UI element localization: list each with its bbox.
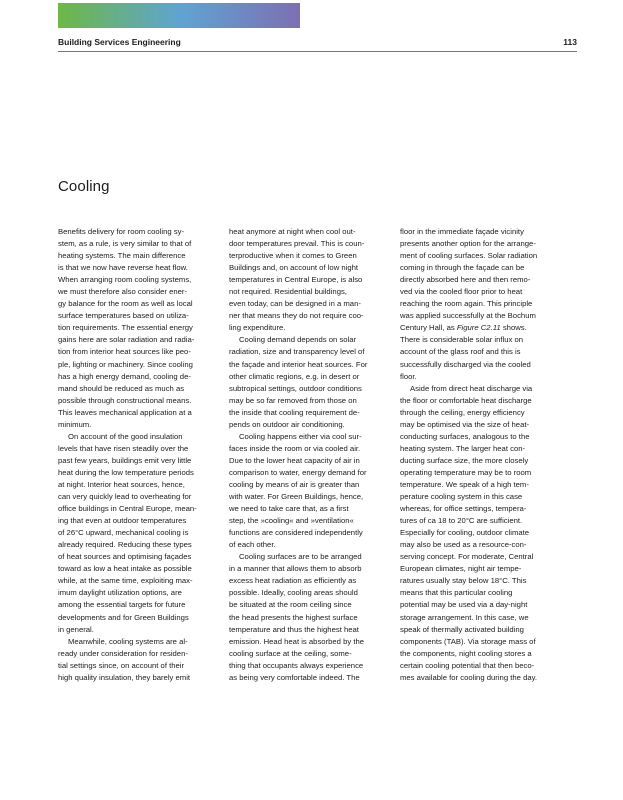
text-line: in general. xyxy=(58,624,94,634)
text-line: ready under consideration for residen- xyxy=(58,648,188,658)
text-line: account of the glass roof and this is xyxy=(400,347,521,357)
text-line: ple, lighting or machinery. Since cooling xyxy=(58,359,193,369)
text-line: tion requirements. The essential energy xyxy=(58,323,193,333)
text-line: Meanwhile, cooling systems are al- xyxy=(68,636,188,646)
text-line: storage arrangement. In this case, we xyxy=(400,612,529,622)
text-line: developments and for Green Buildings xyxy=(58,612,189,622)
text-line: faces inside the room or via cooled air. xyxy=(229,443,361,453)
text-line: even today, can be designed in a man- xyxy=(229,299,361,309)
text-line: ner that means they do not require coo- xyxy=(229,311,364,321)
text-line: surface temperatures based on utiliza- xyxy=(58,311,189,321)
text-line: pends on outdoor air conditioning. xyxy=(229,419,345,429)
text-line: gy balance for the room as well as local xyxy=(58,299,193,309)
text-line: possible through constructional means. xyxy=(58,395,192,405)
text-line: possible. Ideally, cooling areas should xyxy=(229,588,358,598)
text-line: the components, night cooling stores a xyxy=(400,648,532,658)
text-line: temperatures in Central Europe, is also xyxy=(229,275,363,285)
text-line: toward as low a heat intake as possible xyxy=(58,564,192,574)
chapter-title: Cooling xyxy=(58,178,110,195)
text-line: among the essential targets for future xyxy=(58,600,186,610)
text-line: ing that even at outdoor temperatures xyxy=(58,516,187,526)
text-line: may also be used as a resource-con- xyxy=(400,540,527,550)
text-line: successfully discharged via the cooled xyxy=(400,359,531,369)
text-line: European climates, night air tempe- xyxy=(400,564,522,574)
text-line: heating systems. The main difference xyxy=(58,251,186,261)
text-segment: shows. xyxy=(500,323,527,333)
text-line: ment of cooling surfaces. Solar radiation xyxy=(400,251,538,261)
text-line: speak of thermally activated building xyxy=(400,624,524,634)
text-line: Cooling surfaces are to be arranged xyxy=(239,552,362,562)
text-line: Benefits delivery for room cooling sy- xyxy=(58,227,185,236)
text-line: we need to take care that, as a first xyxy=(229,504,349,514)
text-line: subtropical settings, outdoor conditions xyxy=(229,383,362,393)
text-line: thing that occupants always experience xyxy=(229,660,364,670)
text-line: Buildings and, on account of low night xyxy=(229,263,359,273)
text-line: step, the »cooling« and »ventilation« xyxy=(229,516,354,526)
text-line: mes available for cooling during the day. xyxy=(400,672,538,682)
text-line: directly absorbed here and then remo- xyxy=(400,275,531,285)
text-line: cooling surface at the ceiling, some- xyxy=(229,648,352,658)
text-line: ducting surface size, the more closely xyxy=(400,455,529,465)
text-line: Cooling demand depends on solar xyxy=(239,335,357,345)
text-line: through the ceiling, energy efficiency xyxy=(400,407,525,417)
text-line: can very quickly lead to overheating for xyxy=(58,492,192,502)
text-line: at night. Interior heat sources, hence, xyxy=(58,479,185,489)
text-line: gains here are solar radiation and radia- xyxy=(58,335,195,345)
text-line: as being very comfortable indeed. The xyxy=(229,672,360,682)
text-line: components (TAB). Via storage mass of xyxy=(400,636,536,646)
text-line: of heat sources and optimising façades xyxy=(58,552,192,562)
text-line: temperature. We speak of a high tem- xyxy=(400,479,529,489)
text-line: There is considerable solar influx on xyxy=(400,335,524,345)
text-line: past few years, buildings emit very little xyxy=(58,455,192,465)
text-line: operating temperature may be to room xyxy=(400,467,532,477)
text-line: reaching the room again. This principle xyxy=(400,299,533,309)
text-line: stem, as a rule, is very similar to that of xyxy=(58,239,192,249)
text-line: whereas, for office settings, tempera- xyxy=(400,504,527,514)
text-line: is that we now have reverse heat flow. xyxy=(58,263,188,273)
text-line: floor in the immediate façade vicinity xyxy=(400,227,524,236)
text-line: of each other. xyxy=(229,540,276,550)
text-line: functions are considered independently xyxy=(229,528,363,538)
text-line: of 26°C upward, mechanical cooling is xyxy=(58,528,189,538)
running-header-section-title: Building Services Engineering xyxy=(58,37,181,47)
text-line: tures of ca 18 to 20°C are sufficient. xyxy=(400,516,523,526)
header-color-band xyxy=(58,3,300,28)
text-line: the inside that cooling requirement de- xyxy=(229,407,360,417)
text-line: conducting surfaces, analogous to the xyxy=(400,431,530,441)
text-line xyxy=(400,322,560,334)
text-line: tion from interior heat sources like peo- xyxy=(58,347,191,357)
text-line: ved via the cooled floor prior to heat xyxy=(400,287,523,297)
text-line: Cooling happens either via cool sur- xyxy=(239,431,362,441)
text-line: terproductive when it comes to Green xyxy=(229,251,357,261)
text-line: the head presents the highest surface xyxy=(229,612,358,622)
text-line: other climatic regions, e.g. in desert or xyxy=(229,371,360,381)
text-line: excess heat radiation as efficiently as xyxy=(229,576,357,586)
text-segment: Century Hall, as xyxy=(400,323,457,333)
text-line: Aside from direct heat discharge via xyxy=(410,383,533,393)
text-line: tial settings since, on account of their xyxy=(58,660,185,670)
text-column-2 xyxy=(229,226,389,684)
text-line: On account of the good insulation xyxy=(68,431,183,441)
text-line: Especially for cooling, outdoor climate xyxy=(400,528,530,538)
text-line: with water. For Green Buildings, hence, xyxy=(229,492,364,502)
text-line: mand should be reduced as much as xyxy=(58,383,185,393)
text-line: temperature and thus the highest heat xyxy=(229,624,359,634)
text-line: imum daylight utilization options, are xyxy=(58,588,182,598)
text-line: has a high energy demand, cooling de- xyxy=(58,371,191,381)
text-line: perature cooling system in this case xyxy=(400,492,523,502)
text-line: ling expenditure. xyxy=(229,323,286,333)
page-number: 113 xyxy=(563,37,577,47)
text-line: coming in through the façade can be xyxy=(400,263,525,273)
text-line: already required. Reducing these types xyxy=(58,540,192,550)
text-line: cooling by means of air is greater than xyxy=(229,479,360,489)
text-line: emission. Head heat is absorbed by the xyxy=(229,636,365,646)
text-line: radiation, size and transparency level of xyxy=(229,347,365,357)
text-line: minimum. xyxy=(58,419,92,429)
text-line: serving concept. For moderate, Central xyxy=(400,552,534,562)
text-line: levels that have risen steadily over the xyxy=(58,443,189,453)
text-line: potential may be used via a day-night xyxy=(400,600,528,610)
text-line: may be so far removed from those on xyxy=(229,395,357,405)
figure-reference: Figure C2.11 xyxy=(456,323,501,333)
text-line: we must therefore also consider ener- xyxy=(58,287,188,297)
text-line: certain cooling potential that then beco- xyxy=(400,660,535,670)
text-line: the floor or comfortable heat discharge xyxy=(400,395,532,405)
text-line: comparison to water, energy demand for xyxy=(229,467,367,477)
text-line: presents another option for the arrange- xyxy=(400,239,536,249)
text-line: not required. Residential buildings, xyxy=(229,287,347,297)
text-line: the façade and interior heat sources. For xyxy=(229,359,368,369)
text-line: high quality insulation, they barely emit xyxy=(58,672,191,682)
text-line: door temperatures prevail. This is coun- xyxy=(229,239,365,249)
text-line: floor. xyxy=(400,371,417,381)
header-rule xyxy=(58,51,577,52)
text-line: When arranging room cooling systems, xyxy=(58,275,192,285)
text-line: in a manner that allows them to absorb xyxy=(229,564,362,574)
text-line: be situated at the room ceiling since xyxy=(229,600,352,610)
text-line: office buildings in Central Europe, mean- xyxy=(58,504,197,514)
text-line: heat during the low temperature periods xyxy=(58,467,194,477)
text-line: heat anymore at night when cool out- xyxy=(229,227,356,236)
text-line: may be optimised via the size of heat- xyxy=(400,419,530,429)
text-line: while, at the same time, exploiting max- xyxy=(58,576,193,586)
text-column-1 xyxy=(58,226,218,684)
text-line: was applied successfully at the Bochum xyxy=(400,311,536,321)
text-line: ratures usually stay below 18°C. This xyxy=(400,576,527,586)
text-line: This leaves mechanical application at a xyxy=(58,407,192,417)
text-column-3 xyxy=(400,226,560,684)
text-line: heating system. The larger heat con- xyxy=(400,443,526,453)
text-line: means that this particular cooling xyxy=(400,588,513,598)
text-line: Due to the lower heat capacity of air in xyxy=(229,455,360,465)
